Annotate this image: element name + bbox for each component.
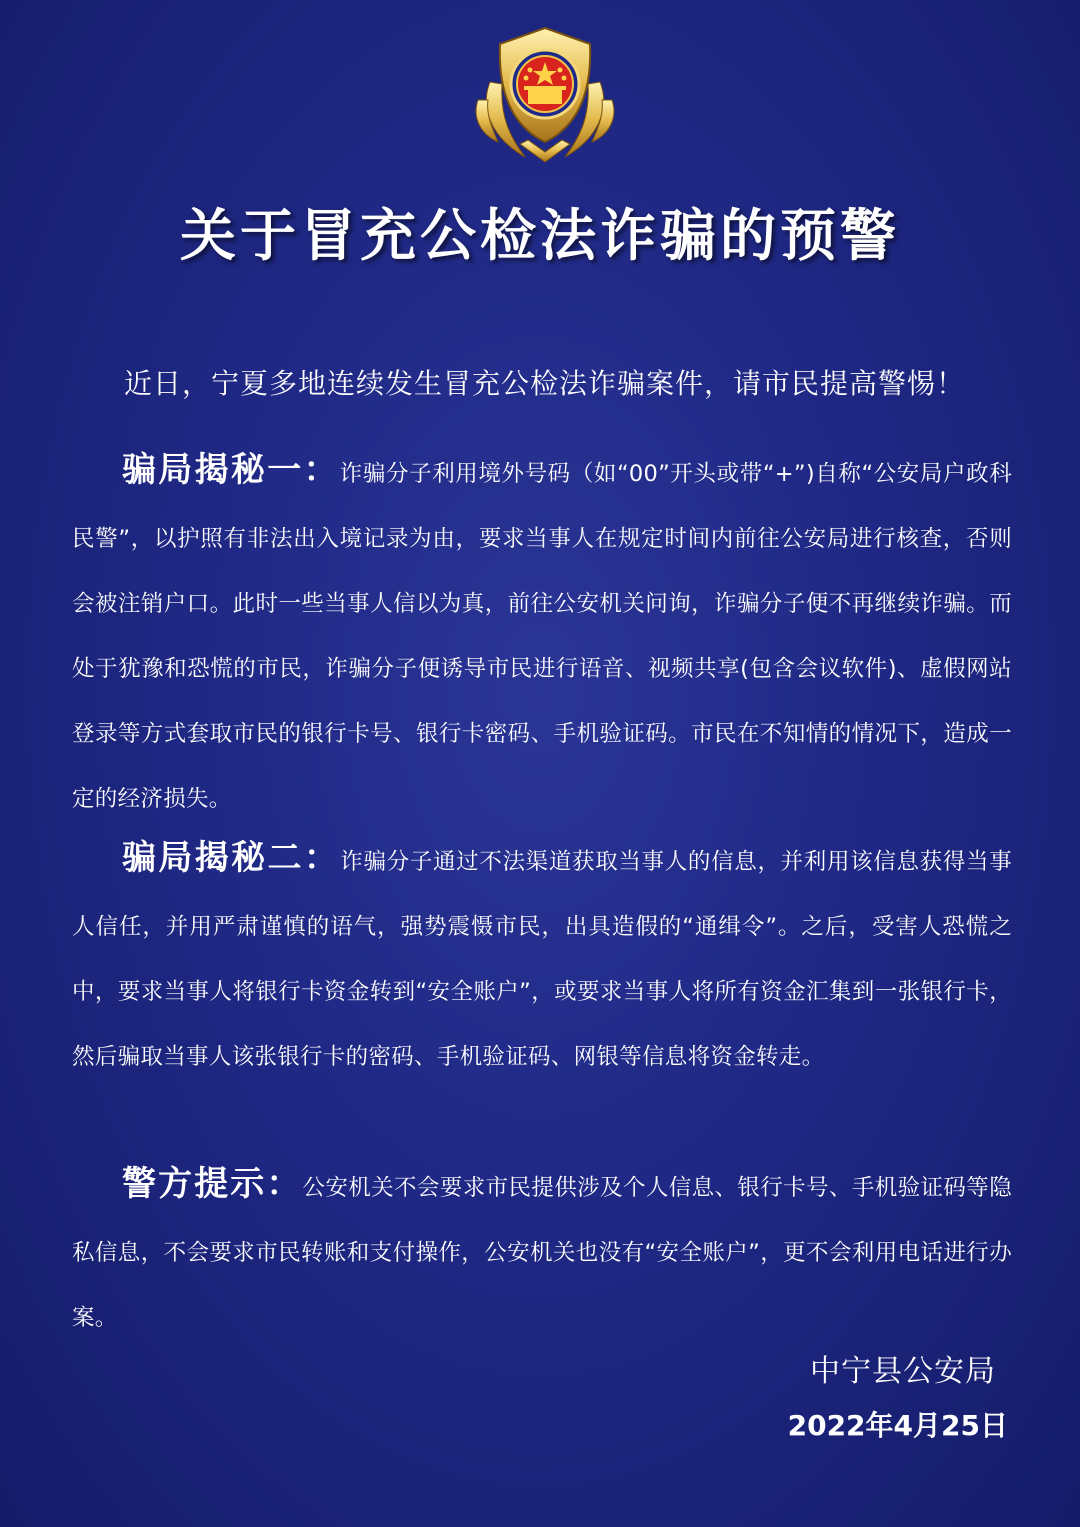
section-scam-one [72,438,1012,832]
section-heading: 骗局揭秘二： [122,838,341,878]
section-police-tip [72,1152,1012,1351]
section-body: 诈骗分子通过不法渠道获取当事人的信息，并利用该信息获得当事人信任，并用严肃谨慎的语气，强势震慑市民，出具造假的“通缉令”。之后，受害人恐慌之中，要求当事人将银行卡资金转到“安全账户”，或要求当事人将所有资金汇集到一张银行卡，然后骗取当事人该张银行卡的密码、手机验证码、网银等信息将资金转走。 [72,849,1013,1070]
section-body: 诈骗分子利用境外号码（如“00”开头或带“+”)自称“公安局户政科民警”，以护照有非法出入境记录为由，要求当事人在规定时间内前往公安局进行核查，否则会被注销户口。此时一些当事人信以为真，前往公安机关问询，诈骗分子便不再继续诈骗。而处于犹豫和恐慌的市民，诈骗分子便诱导市民进行语音、视频共享(包含会议软件)、虚假网站登录等方式套取市民的银行卡号、银行卡密码、手机验证码。市民在不知情的情况下，造成一定的经济损失。 [72,461,1012,812]
page-title: 关于冒充公检法诈骗的预警 [180,203,900,269]
issuer-signature: 中宁县公安局 [810,1354,996,1389]
section-scam-two [72,826,1012,1090]
intro-text: 近日，宁夏多地连续发生冒充公检法诈骗案件，请市民提高警惕！ [124,367,966,400]
section-body: 公安机关不会要求市民提供涉及个人信息、银行卡号、手机验证码等隐私信息，不会要求市民转账和支付操作，公安机关也没有“安全账户”，更不会利用电话进行办案。 [72,1175,1013,1331]
issue-date: 2022年4月25日 [787,1409,1008,1442]
police-emblem-icon [470,22,620,170]
section-heading: 骗局揭秘一： [122,450,340,490]
section-heading: 警方提示： [122,1164,303,1204]
